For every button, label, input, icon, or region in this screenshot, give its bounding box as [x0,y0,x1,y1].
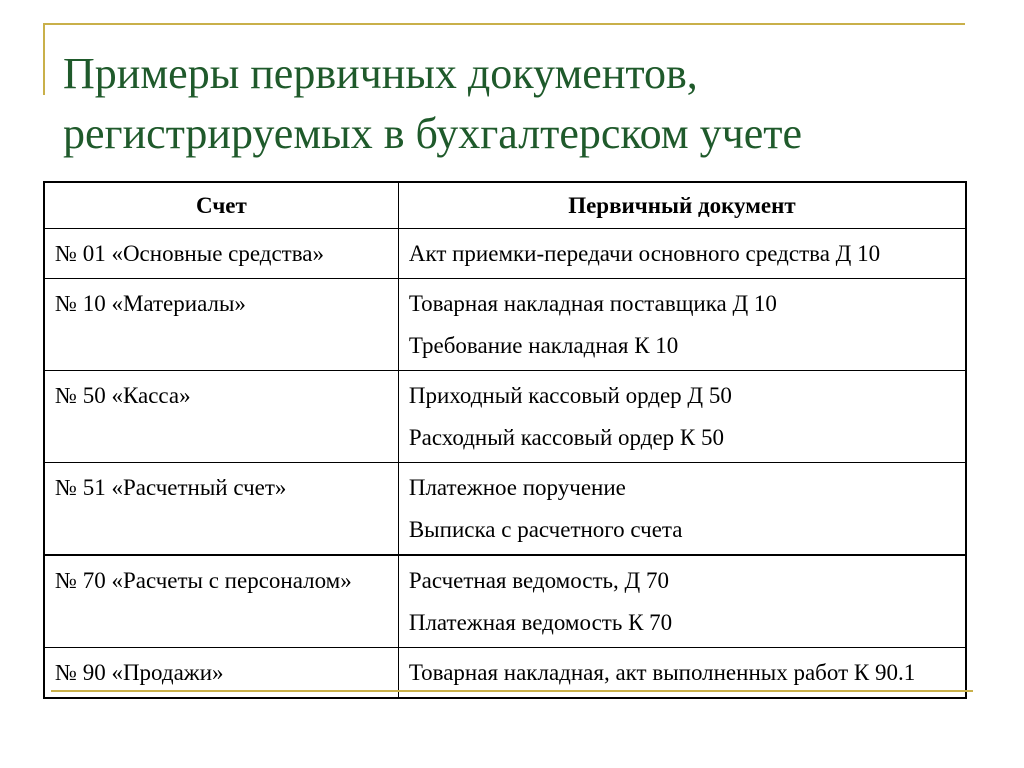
table-header-row [44,182,966,229]
documents-cell [398,229,966,279]
table-row [44,279,966,371]
document-entry: Товарная накладная, акт выполненных работ К 90.1 [408,660,916,685]
documents-cell [398,279,966,371]
slide-title [63,44,1003,164]
document-entry: Требование накладная К 10 [408,333,679,358]
decorative-bottom-rule [51,690,973,692]
document-entry: Товарная накладная поставщика Д 10 [408,291,777,316]
document-entry: Выписка с расчетного счета [408,517,683,542]
documents-cell [398,371,966,463]
documents-cell [398,463,966,556]
table-row [44,371,966,463]
table-row [44,229,966,279]
account-cell: № 50 «Касса» [44,371,398,463]
document-entry: Приходный кассовый ордер Д 50 [408,383,732,408]
slide-title-line-2: регистрируемых в бухгалтерском учете [63,109,802,158]
document-entry: Расходный кассовый ордер К 50 [408,425,725,450]
slide-title-line-1: Примеры первичных документов, [63,49,698,98]
document-entry: Акт приемки-передачи основного средства Д 10 [408,241,881,266]
account-cell: № 01 «Основные средства» [44,229,398,279]
header-account: Счет [44,182,398,229]
header-primary-document: Первичный документ [398,182,966,229]
document-entry: Платежная ведомость К 70 [408,610,673,635]
account-cell: № 70 «Расчеты с персоналом» [44,555,398,648]
decorative-top-rule [43,23,965,25]
table-row [44,463,966,556]
account-cell: № 10 «Материалы» [44,279,398,371]
document-entry: Расчетная ведомость, Д 70 [408,568,669,593]
documents-cell [398,555,966,648]
document-entry: Платежное поручение [408,475,626,500]
account-cell: № 51 «Расчетный счет» [44,463,398,556]
documents-table [43,181,967,699]
table-row [44,555,966,648]
decorative-left-rule [43,23,45,95]
account-cell: № 90 «Продажи» [44,648,398,699]
